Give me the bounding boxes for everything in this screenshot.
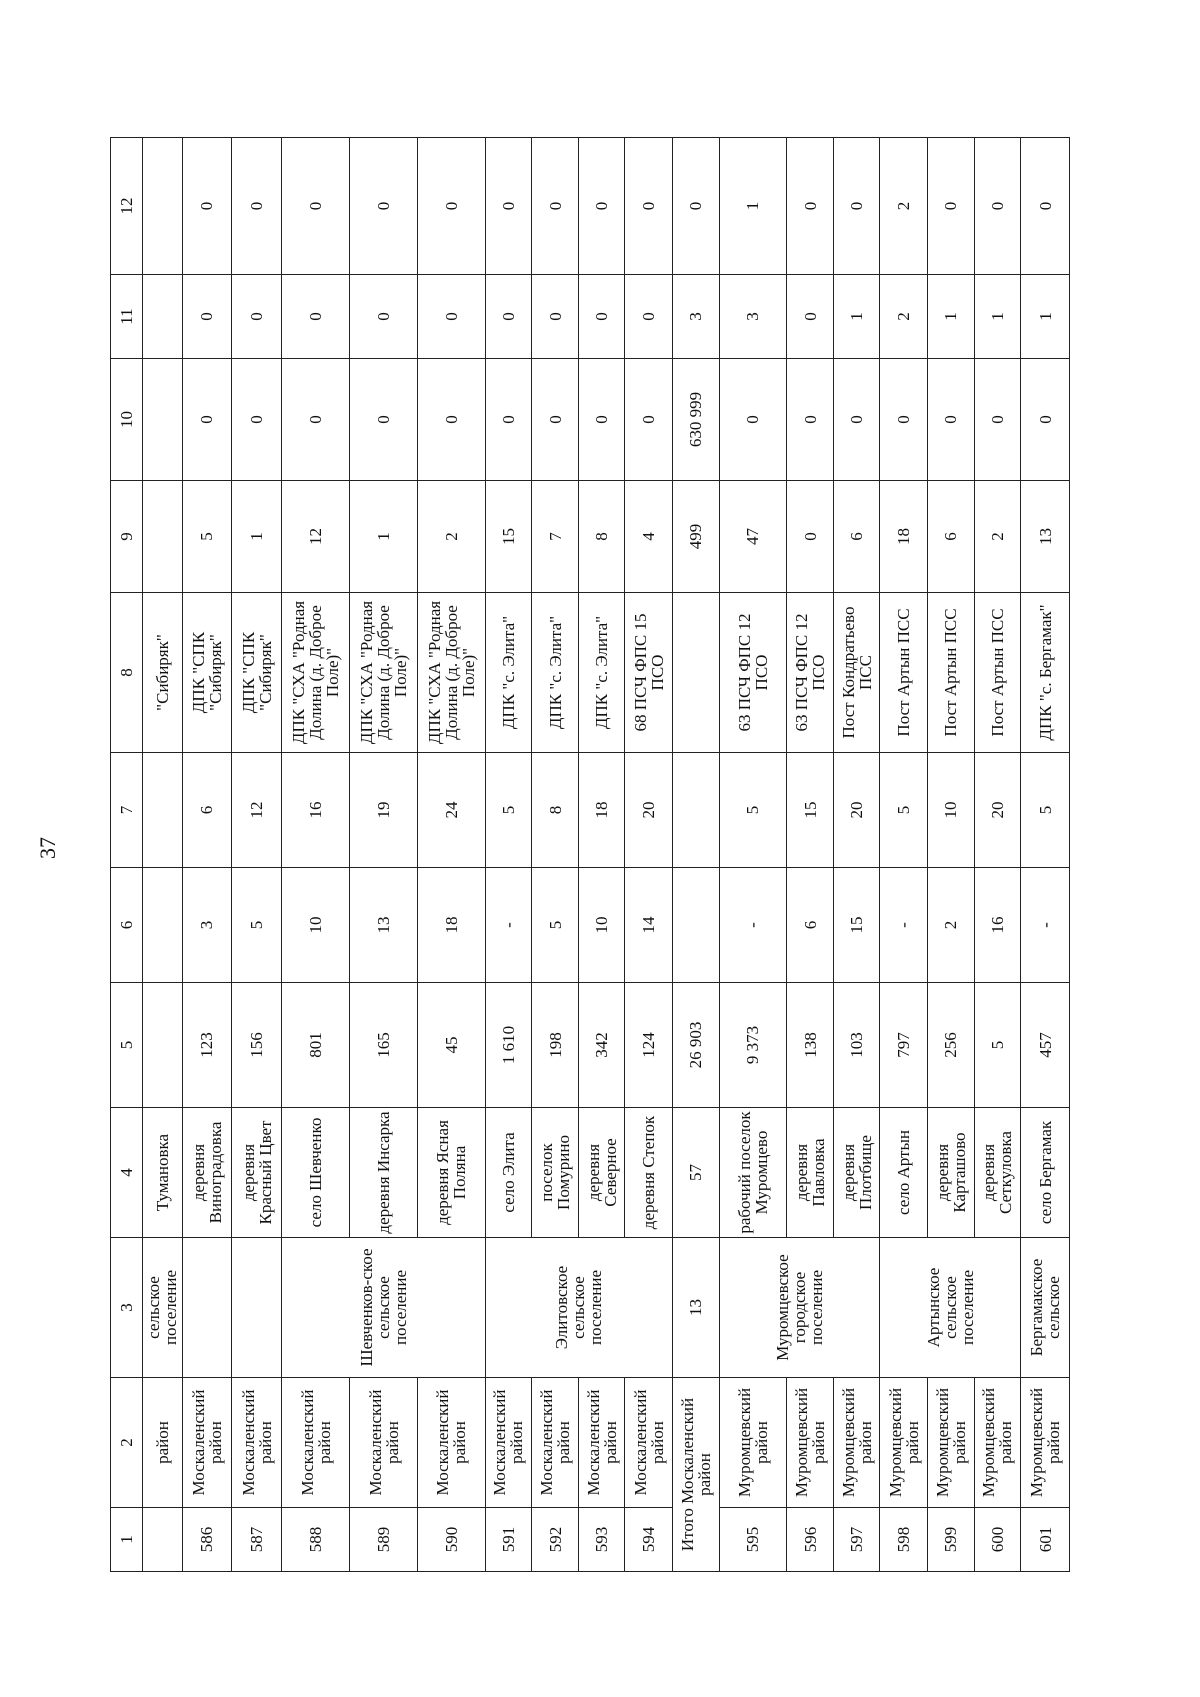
table-cell: 3 bbox=[672, 275, 719, 359]
table-cell: 0 bbox=[417, 138, 485, 275]
table-cell: 5 bbox=[719, 753, 787, 868]
population-cell: 138 bbox=[787, 983, 834, 1108]
table-row bbox=[182, 138, 231, 1572]
station-cell: Пост Артын ПСС bbox=[880, 593, 928, 753]
col-num: 1 bbox=[111, 1508, 143, 1572]
table-cell: 19 bbox=[350, 753, 418, 868]
district-cell: Москаленский район bbox=[182, 1378, 231, 1508]
table-cell bbox=[672, 868, 719, 983]
table-cell: 0 bbox=[625, 138, 673, 275]
row-number: 595 bbox=[719, 1508, 787, 1572]
table-cell: 0 bbox=[974, 359, 1021, 481]
table-cell: 5 bbox=[532, 868, 579, 983]
district-cell: Муромцевский район bbox=[1021, 1378, 1070, 1508]
table-cell bbox=[142, 138, 182, 275]
group-cell: Артынское сельское поселение bbox=[880, 1238, 1021, 1378]
table-cell: 0 bbox=[1021, 359, 1070, 481]
table-cell: 2 bbox=[417, 481, 485, 593]
table-cell: 0 bbox=[485, 275, 532, 359]
table-cell: 16 bbox=[282, 753, 350, 868]
table-cell: 10 bbox=[282, 868, 350, 983]
group-cell bbox=[182, 1238, 231, 1378]
col-num: 8 bbox=[111, 593, 143, 753]
col-num: 10 bbox=[111, 359, 143, 481]
settlement-cell: рабочий поселок Муромцево bbox=[719, 1108, 787, 1238]
table-cell: 1 bbox=[350, 481, 418, 593]
table-cell bbox=[142, 481, 182, 593]
table-cell: 15 bbox=[833, 868, 880, 983]
table-row bbox=[485, 138, 532, 1572]
population-cell: 103 bbox=[833, 983, 880, 1108]
settlement-cell: деревня Ясная Поляна bbox=[417, 1108, 485, 1238]
district-cell: Москаленский район bbox=[625, 1378, 673, 1508]
col-num: 5 bbox=[111, 983, 143, 1108]
station-cell: Пост Кондратьево ПСС bbox=[833, 593, 880, 753]
table-cell bbox=[142, 275, 182, 359]
station-cell: ДПК "СПК "Сибиряк" bbox=[182, 593, 231, 753]
table-cell: 1 bbox=[974, 275, 1021, 359]
district-cell: Москаленский район bbox=[350, 1378, 418, 1508]
settlement-cell: деревня Степок bbox=[625, 1108, 673, 1238]
table-cell: 12 bbox=[231, 753, 282, 868]
settlements-table bbox=[110, 137, 1070, 1572]
table-cell bbox=[142, 983, 182, 1108]
population-cell: 457 bbox=[1021, 983, 1070, 1108]
table-cell: 1 bbox=[719, 138, 787, 275]
col-num: 3 bbox=[111, 1238, 143, 1378]
table-cell: 0 bbox=[485, 359, 532, 481]
row-number: 587 bbox=[231, 1508, 282, 1572]
group-cell: Шевченков-ское сельское поселение bbox=[282, 1238, 485, 1378]
settlement-cell: деревня Сеткуловка bbox=[974, 1108, 1021, 1238]
table-cell: 0 bbox=[625, 275, 673, 359]
table-cell: 6 bbox=[787, 868, 834, 983]
table-cell: 0 bbox=[282, 275, 350, 359]
row-number: 599 bbox=[928, 1508, 975, 1572]
table-cell: 57 bbox=[672, 1108, 719, 1238]
table-cell: 20 bbox=[833, 753, 880, 868]
table-cell: 7 bbox=[532, 481, 579, 593]
row-number: 597 bbox=[833, 1508, 880, 1572]
table-cell: 0 bbox=[880, 359, 928, 481]
col-num: 4 bbox=[111, 1108, 143, 1238]
table-cell: 5 bbox=[231, 868, 282, 983]
table-cell: 0 bbox=[417, 275, 485, 359]
table-cell bbox=[142, 1508, 182, 1572]
district-cell: Москаленский район bbox=[532, 1378, 579, 1508]
table-cell: 0 bbox=[350, 138, 418, 275]
table-cell: 0 bbox=[532, 275, 579, 359]
col-num: 2 bbox=[111, 1378, 143, 1508]
table-cell: 0 bbox=[578, 359, 625, 481]
table-row bbox=[880, 138, 928, 1572]
continuation-row bbox=[142, 138, 182, 1572]
station-cell: Пост Артын ПСС bbox=[974, 593, 1021, 753]
group-cell bbox=[231, 1238, 282, 1378]
settlement-cell: деревня Виноградовка bbox=[182, 1108, 231, 1238]
table-cell: 2 bbox=[928, 868, 975, 983]
table-cell: 5 bbox=[880, 753, 928, 868]
table-cell: 13 bbox=[672, 1238, 719, 1378]
population-cell: 198 bbox=[532, 983, 579, 1108]
settlement-cell: деревня Карташово bbox=[928, 1108, 975, 1238]
population-cell: 1 610 bbox=[485, 983, 532, 1108]
col-num: 9 bbox=[111, 481, 143, 593]
station-cell: ДПК "с. Элита" bbox=[532, 593, 579, 753]
table-cell: - bbox=[485, 868, 532, 983]
station-cell: ДПК "с. Элита" bbox=[485, 593, 532, 753]
row-number: 586 bbox=[182, 1508, 231, 1572]
population-cell: 342 bbox=[578, 983, 625, 1108]
table-cell: 24 bbox=[417, 753, 485, 868]
station-cell: 63 ПСЧ ФПС 12 ПСО bbox=[787, 593, 834, 753]
settlement-cell: поселок Помурино bbox=[532, 1108, 579, 1238]
table-cell: 0 bbox=[974, 138, 1021, 275]
row-number: 594 bbox=[625, 1508, 673, 1572]
table-cell: 630 999 bbox=[672, 359, 719, 481]
table-cell: 13 bbox=[350, 868, 418, 983]
row-number: 600 bbox=[974, 1508, 1021, 1572]
station-cell: Пост Артын ПСС bbox=[928, 593, 975, 753]
table-cell: 18 bbox=[578, 753, 625, 868]
table-cell bbox=[142, 753, 182, 868]
table-cell: 16 bbox=[974, 868, 1021, 983]
table-cell: 0 bbox=[231, 275, 282, 359]
table-cell: район bbox=[142, 1378, 182, 1508]
table-cell: 0 bbox=[485, 138, 532, 275]
column-number-row bbox=[111, 138, 143, 1572]
table-cell: 47 bbox=[719, 481, 787, 593]
station-cell: ДПК "СХА "Родная Долина (д. Доброе Поле)" bbox=[350, 593, 418, 753]
table-row bbox=[282, 138, 350, 1572]
table-cell: 499 bbox=[672, 481, 719, 593]
table-cell: 18 bbox=[417, 868, 485, 983]
table-cell: 18 bbox=[880, 481, 928, 593]
table-cell: "Сибиряк" bbox=[142, 593, 182, 753]
table-cell: 0 bbox=[350, 275, 418, 359]
population-cell: 801 bbox=[282, 983, 350, 1108]
population-cell: 5 bbox=[974, 983, 1021, 1108]
table-cell: 0 bbox=[928, 359, 975, 481]
table-cell: 0 bbox=[833, 359, 880, 481]
col-num: 11 bbox=[111, 275, 143, 359]
table-cell: 4 bbox=[625, 481, 673, 593]
station-cell: 68 ПСЧ ФПС 15 ПСО bbox=[625, 593, 673, 753]
table-cell: 0 bbox=[532, 138, 579, 275]
table-cell: 6 bbox=[182, 753, 231, 868]
population-cell: 165 bbox=[350, 983, 418, 1108]
district-cell: Муромцевский район bbox=[787, 1378, 834, 1508]
table-cell: 6 bbox=[833, 481, 880, 593]
table-cell: 0 bbox=[532, 359, 579, 481]
table-cell: - bbox=[1021, 868, 1070, 983]
population-cell: 45 bbox=[417, 983, 485, 1108]
table-cell: 8 bbox=[532, 753, 579, 868]
table-cell: 0 bbox=[231, 138, 282, 275]
settlement-cell: деревня Инсарка bbox=[350, 1108, 418, 1238]
table-cell: - bbox=[719, 868, 787, 983]
table-cell: 8 bbox=[578, 481, 625, 593]
table-cell: 0 bbox=[787, 275, 834, 359]
district-cell: Муромцевский район bbox=[880, 1378, 928, 1508]
table-cell: 0 bbox=[182, 138, 231, 275]
station-cell: 63 ПСЧ ФПС 12 ПСО bbox=[719, 593, 787, 753]
station-cell: ДПК "СПК "Сибиряк" bbox=[231, 593, 282, 753]
table-cell: 0 bbox=[350, 359, 418, 481]
table-cell: 0 bbox=[928, 138, 975, 275]
table-cell: 2 bbox=[880, 275, 928, 359]
table-row bbox=[1021, 138, 1070, 1572]
row-number: 588 bbox=[282, 1508, 350, 1572]
row-number: 593 bbox=[578, 1508, 625, 1572]
settlement-cell: деревня Красный Цвет bbox=[231, 1108, 282, 1238]
population-cell: 123 bbox=[182, 983, 231, 1108]
station-cell: ДПК "СХА "Родная Долина (д. Доброе Поле)" bbox=[417, 593, 485, 753]
table-cell: 0 bbox=[417, 359, 485, 481]
table-cell: 1 bbox=[1021, 275, 1070, 359]
row-number: 601 bbox=[1021, 1508, 1070, 1572]
table-cell: 15 bbox=[787, 753, 834, 868]
table-cell: 2 bbox=[880, 138, 928, 275]
table-cell: 0 bbox=[1021, 138, 1070, 275]
settlement-cell: село Элита bbox=[485, 1108, 532, 1238]
district-cell: Муромцевский район bbox=[719, 1378, 787, 1508]
table-cell: 0 bbox=[578, 138, 625, 275]
table-cell: 10 bbox=[928, 753, 975, 868]
table-cell: 20 bbox=[974, 753, 1021, 868]
table-row bbox=[231, 138, 282, 1572]
population-cell: 797 bbox=[880, 983, 928, 1108]
table-cell: 0 bbox=[625, 359, 673, 481]
rotated-table-wrapper bbox=[110, 138, 1070, 1572]
table-cell bbox=[142, 359, 182, 481]
total-label: Итого Москаленский район bbox=[672, 1378, 719, 1572]
total-row bbox=[672, 138, 719, 1572]
table-cell: 5 bbox=[1021, 753, 1070, 868]
row-number: 590 bbox=[417, 1508, 485, 1572]
table-cell: 0 bbox=[182, 359, 231, 481]
table-cell: 12 bbox=[282, 481, 350, 593]
table-cell: 13 bbox=[1021, 481, 1070, 593]
group-cell: Муромцевское городское поселение bbox=[719, 1238, 880, 1378]
table-cell: 14 bbox=[625, 868, 673, 983]
group-cell: Бергамакское сельское bbox=[1021, 1238, 1070, 1378]
table-row bbox=[719, 138, 787, 1572]
settlement-cell: село Артын bbox=[880, 1108, 928, 1238]
settlement-cell: село Шевченко bbox=[282, 1108, 350, 1238]
district-cell: Москаленский район bbox=[578, 1378, 625, 1508]
table-cell: 2 bbox=[974, 481, 1021, 593]
table-cell: 0 bbox=[231, 359, 282, 481]
row-number: 598 bbox=[880, 1508, 928, 1572]
table-cell bbox=[672, 593, 719, 753]
table-cell: 15 bbox=[485, 481, 532, 593]
table-cell: 3 bbox=[719, 275, 787, 359]
table-cell: 1 bbox=[928, 275, 975, 359]
table-cell: 0 bbox=[787, 481, 834, 593]
table-cell bbox=[142, 868, 182, 983]
settlement-cell: деревня Плотбище bbox=[833, 1108, 880, 1238]
table-cell: 1 bbox=[231, 481, 282, 593]
settlement-cell: деревня Северное bbox=[578, 1108, 625, 1238]
table-cell: 0 bbox=[833, 138, 880, 275]
district-cell: Муромцевский район bbox=[974, 1378, 1021, 1508]
district-cell: Москаленский район bbox=[417, 1378, 485, 1508]
population-cell: 9 373 bbox=[719, 983, 787, 1108]
table-cell: 5 bbox=[182, 481, 231, 593]
table-cell: 0 bbox=[787, 138, 834, 275]
station-cell: ДПК "с. Элита" bbox=[578, 593, 625, 753]
row-number: 596 bbox=[787, 1508, 834, 1572]
population-cell: 256 bbox=[928, 983, 975, 1108]
table-cell: 6 bbox=[928, 481, 975, 593]
row-number: 589 bbox=[350, 1508, 418, 1572]
settlement-cell: деревня Павловка bbox=[787, 1108, 834, 1238]
table-cell: сельское поселение bbox=[142, 1238, 182, 1378]
table-cell: 0 bbox=[672, 138, 719, 275]
table-cell: 0 bbox=[578, 275, 625, 359]
table-cell: 0 bbox=[282, 138, 350, 275]
table-cell: 0 bbox=[787, 359, 834, 481]
col-num: 12 bbox=[111, 138, 143, 275]
table-cell bbox=[672, 753, 719, 868]
table-cell: 5 bbox=[485, 753, 532, 868]
population-cell: 156 bbox=[231, 983, 282, 1108]
population-cell: 124 bbox=[625, 983, 673, 1108]
table-cell: 1 bbox=[833, 275, 880, 359]
row-number: 592 bbox=[532, 1508, 579, 1572]
table-cell: 0 bbox=[282, 359, 350, 481]
table-cell: 0 bbox=[182, 275, 231, 359]
table-cell: 0 bbox=[719, 359, 787, 481]
district-cell: Москаленский район bbox=[282, 1378, 350, 1508]
col-num: 7 bbox=[111, 753, 143, 868]
group-cell: Элитовское сельское поселение bbox=[485, 1238, 672, 1378]
page-number: 37 bbox=[35, 837, 60, 859]
row-number: 591 bbox=[485, 1508, 532, 1572]
table-cell: 10 bbox=[578, 868, 625, 983]
district-cell: Москаленский район bbox=[231, 1378, 282, 1508]
settlement-cell: село Бергамак bbox=[1021, 1108, 1070, 1238]
col-num: 6 bbox=[111, 868, 143, 983]
district-cell: Муромцевский район bbox=[928, 1378, 975, 1508]
station-cell: ДПК "СХА "Родная Долина (д. Доброе Поле)" bbox=[282, 593, 350, 753]
table-cell: - bbox=[880, 868, 928, 983]
table-cell: Тумановка bbox=[142, 1108, 182, 1238]
table-cell: 20 bbox=[625, 753, 673, 868]
table-cell: 3 bbox=[182, 868, 231, 983]
district-cell: Москаленский район bbox=[485, 1378, 532, 1508]
table-cell: 26 903 bbox=[672, 983, 719, 1108]
station-cell: ДПК "с. Бергамак" bbox=[1021, 593, 1070, 753]
district-cell: Муромцевский район bbox=[833, 1378, 880, 1508]
